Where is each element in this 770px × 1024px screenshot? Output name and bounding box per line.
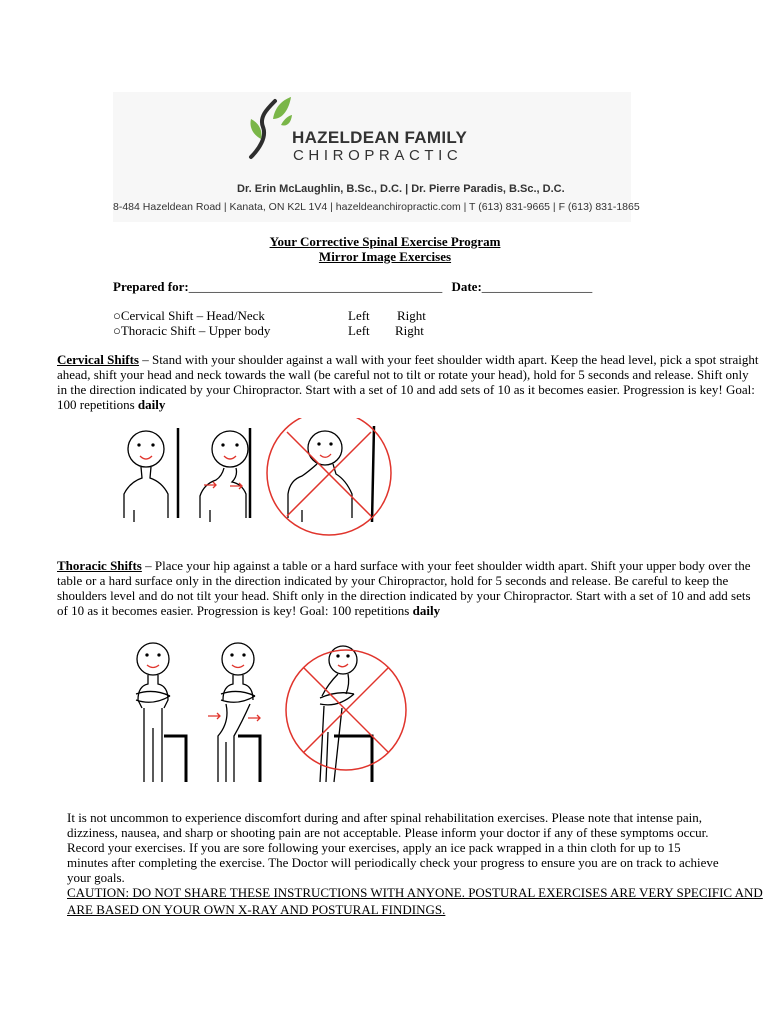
program-title: Your Corrective Spinal Exercise Program <box>269 234 501 249</box>
option-thoracic-label[interactable]: ○Thoracic Shift – Upper body <box>113 323 271 338</box>
thoracic-instructions <box>57 558 762 618</box>
option-cervical-left[interactable]: Left <box>348 308 370 323</box>
thoracic-daily: daily <box>412 603 441 618</box>
date-label: Date: <box>451 279 482 294</box>
cervical-figure-shifted <box>200 428 250 522</box>
thoracic-figure-incorrect <box>286 646 406 782</box>
option-cervical-label[interactable]: ○Cervical Shift – Head/Neck <box>113 308 265 323</box>
notes-line-5: your goals. <box>67 870 125 885</box>
prepared-for-field[interactable]: _______________________________________ <box>188 279 443 294</box>
cervical-figure-incorrect <box>267 418 391 535</box>
notes-line-2: dizziness, nausea, and sharp or shooting pain are not acceptable. Please inform your doctor if any of these symptoms occur. <box>67 825 709 840</box>
thoracic-heading: Thoracic Shifts <box>57 558 142 573</box>
notes-line-4: minutes after completing the exercise. The Doctor will periodically check your progress to ensure you are on track to achieve <box>67 855 719 870</box>
address-line: 8-484 Hazeldean Road | Kanata, ON K2L 1V4 | hazeldeanchiropractic.com | T (613) 831-9665 | F (613) 831-1865 <box>113 201 640 213</box>
notes-line-1: It is not uncommon to experience discomfort during and after spinal rehabilitation exercises. Please note that intense pain, <box>67 810 703 825</box>
cervical-daily: daily <box>137 397 166 412</box>
cervical-text: – Stand with your shoulder against a wall with your feet shoulder width apart. Keep the head level, pick a spot straight ahead, shift your head and neck towards the wall (be careful not to tilt or rotate your head), hold for 5 seconds and release. Shift only in the direction indicated by your Chiropractor. Start with a set of 10 and add sets of 10 as it becomes easier. Progression is key! Goal: 100 repetitions <box>57 352 759 412</box>
thoracic-figure-neutral <box>136 643 186 782</box>
date-field[interactable]: _________________ <box>481 279 593 294</box>
leaf-logo-icon <box>245 95 293 165</box>
thoracic-figure-shifted <box>208 643 260 782</box>
letterhead <box>113 92 640 222</box>
cervical-instructions <box>57 352 762 412</box>
cervical-shift-illustrations <box>112 418 402 553</box>
thoracic-shift-illustrations <box>120 632 410 792</box>
caution-line-2: ARE BASED ON YOUR OWN X-RAY AND POSTURAL FINDINGS. <box>67 902 446 917</box>
prepared-for-label: Prepared for: <box>113 279 189 294</box>
brand-subtitle: CHIROPRACTIC <box>293 147 463 164</box>
doctors-line: Dr. Erin McLaughlin, B.Sc., D.C. | Dr. Pierre Paradis, B.Sc., D.C. <box>237 183 565 195</box>
prepared-for-row <box>113 279 592 294</box>
thoracic-text: – Place your hip against a table or a hard surface with your feet shoulder width apart. Shift your upper body over the table or a hard surface only in the direction indicated by your Chiropractor, hold for 5 seconds and release. Be careful to keep the shoulders level and do not tilt your head. Shift only in the direction indicated by your Chiropractor. Start with a set of 10 and add sets of 10 as it becomes easier. Progression is key! Goal: 100 repetitions <box>57 558 751 618</box>
notes-line-3: Record your exercises. If you are sore following your exercises, apply an ice pack wrapped in a thin cloth for up to 15 <box>67 840 681 855</box>
cervical-heading: Cervical Shifts <box>57 352 139 367</box>
caution-line-1: CAUTION: DO NOT SHARE THESE INSTRUCTIONS WITH ANYONE. POSTURAL EXERCISES ARE VERY SPECIFIC AND <box>67 885 763 900</box>
brand-name: HAZELDEAN FAMILY <box>292 128 468 147</box>
option-thoracic-right: Right <box>395 323 424 338</box>
option-thoracic-left: Left <box>348 323 370 338</box>
option-cervical-right[interactable]: Right <box>397 308 426 323</box>
program-subtitle: Mirror Image Exercises <box>318 249 452 264</box>
cervical-figure-neutral <box>124 428 178 522</box>
